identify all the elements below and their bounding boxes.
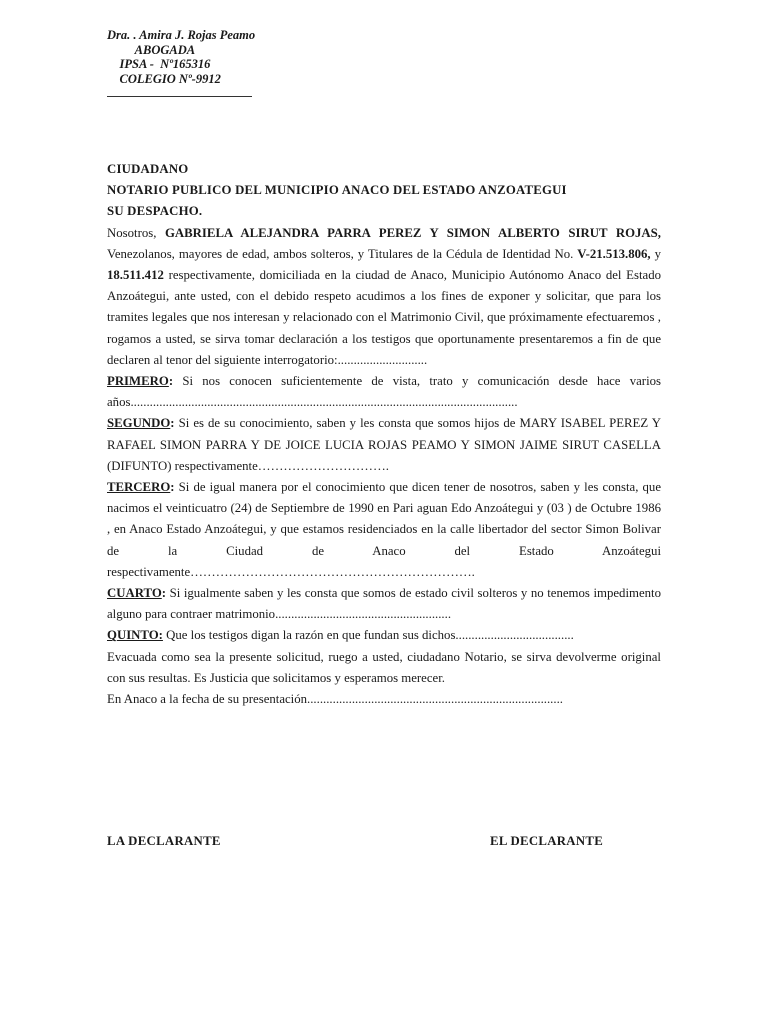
letterhead-divider [107, 96, 252, 97]
question-text: Si nos conocen suficientemente de vista, trato y comunicación desde hace varios años......................................................................................................................... [107, 374, 661, 410]
question-text: Si de igual manera por el conocimiento que dicen tener de nosotros, saben y les consta, que nacimos el veinticuatro (24) de Septiembre de 1990 en Pari aguan Edo Anzoátegui y (03 ) de Octubre 1986 , en Anaco Estado Anzoátegui, y que estamos residenciados en la calle libertador del sector Simon Bolivar de la Ciudad de Anaco del Estado Anzoátegui respectivamente…………………………………………………………. [107, 480, 661, 579]
addressee-line-1: CIUDADANO [107, 162, 189, 176]
question-cuarto: CUARTO: Si igualmente saben y les consta que somos de estado civil solteros y no tenemos impedimento alguno para contraer matrimonio....................................................... [107, 586, 661, 622]
question-text: Que los testigos digan la razón en que fundan sus dichos..................................... [162, 628, 574, 643]
intro-paragraph [107, 223, 661, 371]
question-text: Si igualmente saben y les consta que somos de estado civil solteros y no tenemos impedimento alguno para contraer matrimonio....................................................... [107, 586, 661, 622]
question-quinto [107, 625, 661, 646]
applicant-names: GABRIELA ALEJANDRA PARRA PEREZ Y SIMON ALBERTO SIRUT ROJAS, [164, 225, 661, 240]
question-label: PRIMERO [107, 374, 169, 389]
attorney-colegio: COLEGIO Nº-9912 [107, 71, 221, 86]
question-label: CUARTO [107, 586, 162, 601]
intro-text-2: Venezolanos, mayores de edad, ambos solteros, y Titulares de la Cédula de Identidad No. [107, 246, 578, 261]
question-tercero: TERCERO: Si de igual manera por el conocimiento que dicen tener de nosotros, saben y les consta, que nacimos el veinticuatro (24) de Septiembre de 1990 en Pari aguan Edo Anzoátegui y (03 ) de Octubre 1986 , en Anaco Estado Anzoátegui, y que estamos residenciados en la calle libertador del sector Simon Bolivar de la Ciudad de Anaco del Estado Anzoátegui respectivamente…………………………………………………………. [107, 480, 661, 579]
id-number-2: 18.511.412 [107, 268, 164, 283]
question-label: QUINTO: [107, 628, 163, 643]
addressee-line-2: NOTARIO PUBLICO DEL MUNICIPIO ANACO DEL ESTADO ANZOATEGUI [107, 183, 567, 198]
attorney-name: Dra. . Amira J. Rojas Peamo [107, 28, 256, 42]
letterhead [107, 28, 255, 86]
closing-paragraph: Evacuada como sea la presente solicitud, ruego a usted, ciudadano Notario, se sirva devolverme original con sus resultas. Es Justicia que solicitamos y esperamos merecer. [107, 649, 661, 685]
id-number-1: V-21.513.806, [577, 246, 651, 261]
date-line: En Anaco a la fecha de su presentación................................................................................ [107, 692, 563, 707]
question-segundo: SEGUNDO: Si es de su conocimiento, saben y les consta que somos hijos de MARY ISABEL PEREZ Y RAFAEL SIMON PARRA Y DE JOICE LUCIA ROJAS PEAMO Y SIMON JAIME SIRUT CASELLA (DIFUNTO) respectivamente…………………………. [107, 416, 661, 473]
intro-text-1: Nosotros, [107, 225, 165, 240]
signature-left-label: LA DECLARANTE [107, 834, 221, 848]
attorney-title: ABOGADA [107, 42, 196, 57]
intro-text-4: respectivamente, domiciliada en la ciudad de Anaco, Municipio Autónomo Anaco del Estado Anzoátegui, ante usted, con el debido respeto acudimos a los fines de exponer y solicitar, que para los tramites legales que nos interesan y relacionado con el Matrimonio Civil, que próximamente efectuaremos , rogamos a usted, se sirva tomar declaración a los testigos que oportunamente presentaremos a fin de que declaren al tenor del siguiente interrogatorio:............................ [107, 268, 661, 367]
question-primero: PRIMERO: Si nos conocen suficientemente de vista, trato y comunicación desde hace varios años......................................................................................................................... [107, 374, 661, 410]
attorney-ipsa: IPSA - Nº165316 [107, 57, 211, 71]
question-label: SEGUNDO [107, 416, 171, 431]
question-label: TERCERO [107, 480, 171, 495]
addressee-line-3: SU DESPACHO. [107, 204, 203, 219]
question-text: Si es de su conocimiento, saben y les consta que somos hijos de MARY ISABEL PEREZ Y RAFAEL SIMON PARRA Y DE JOICE LUCIA ROJAS PEAMO Y SIMON JAIME SIRUT CASELLA (DIFUNTO) respectivamente…………………………. [107, 416, 661, 473]
intro-text-3: y [650, 246, 661, 261]
document-body [107, 159, 661, 710]
signature-right-label: EL DECLARANTE [490, 834, 604, 848]
